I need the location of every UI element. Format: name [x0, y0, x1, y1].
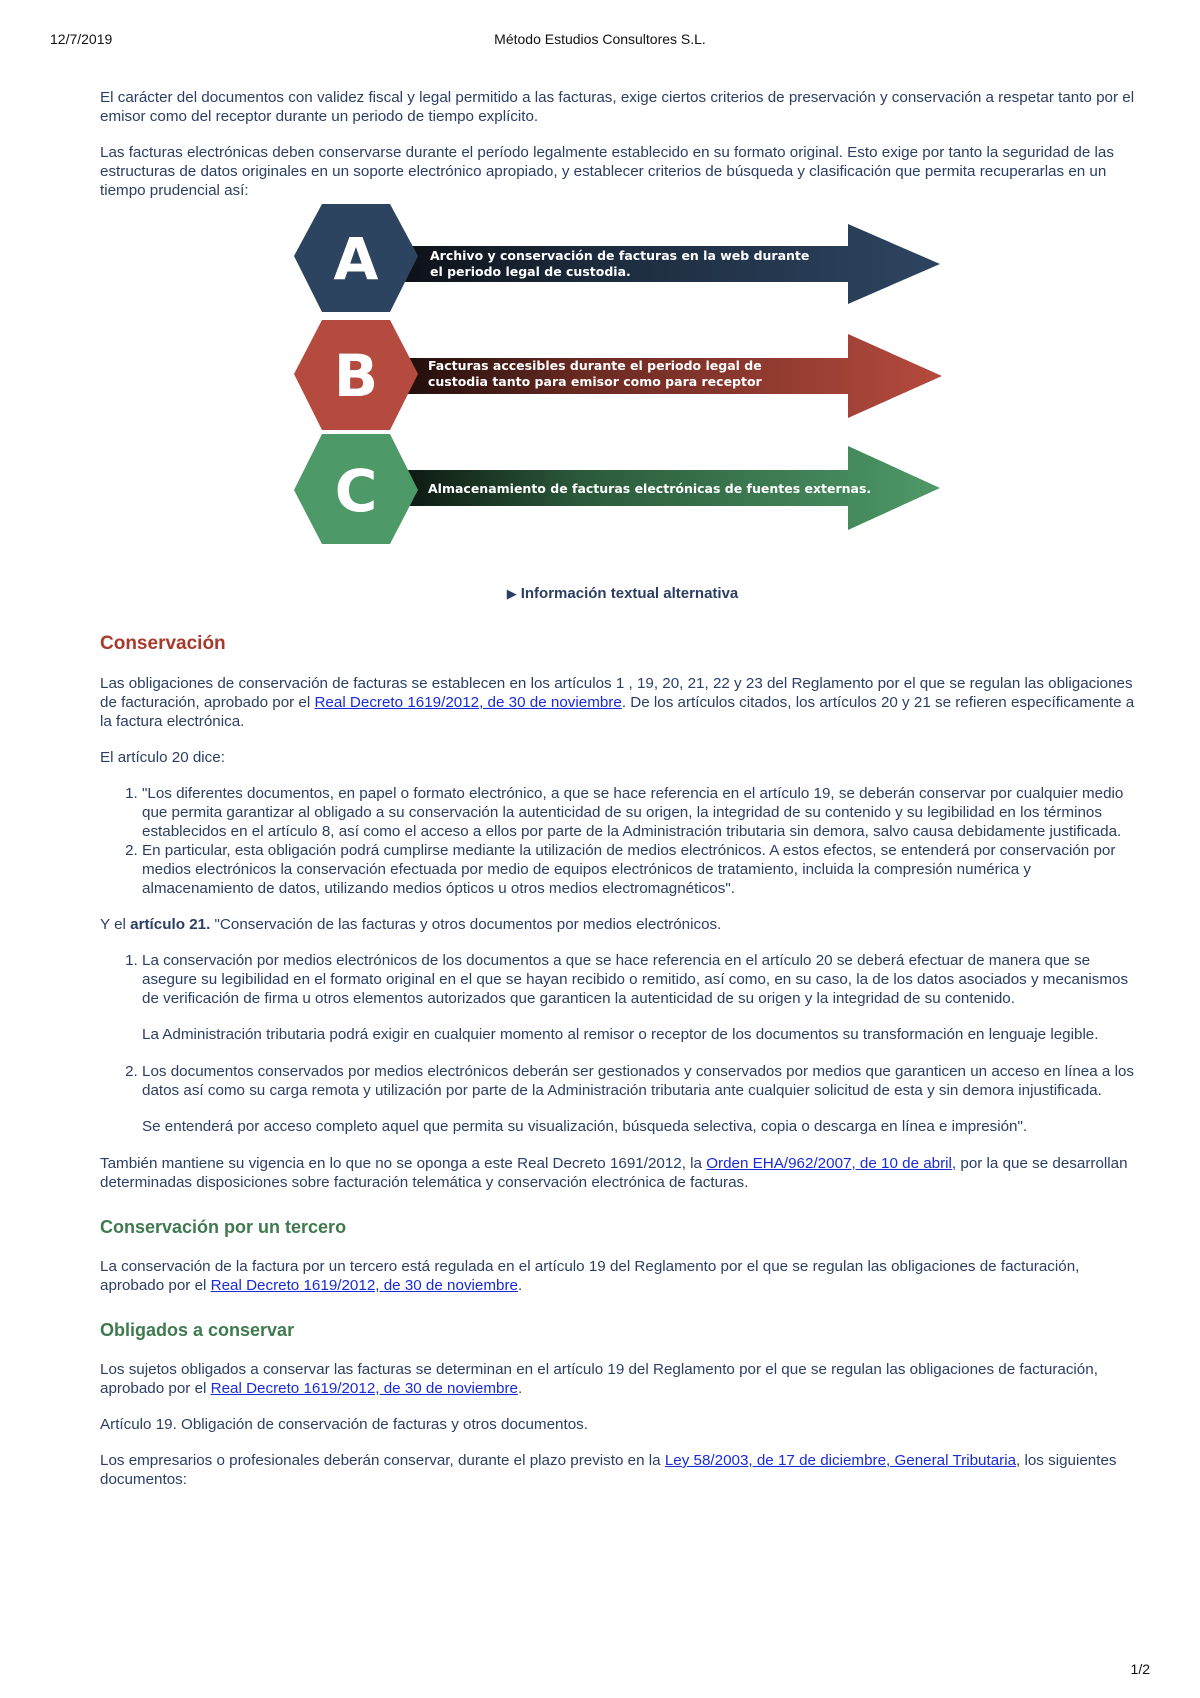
tercero-paragraph: La conservación de la factura por un tercero está regulada en el artículo 19 del Reglamento por el que se regulan las obligaciones de facturación, aprobado por el Real Decreto 1619/2012, de 30 de noviembre. [100, 1258, 1080, 1294]
art21-list [100, 951, 1145, 1136]
alt-text-toggle[interactable] [100, 584, 1145, 603]
link-orden-eha[interactable]: Orden EHA/962/2007, de 10 de abril, [706, 1155, 957, 1172]
infographic-item-b [294, 320, 942, 430]
art20-list [100, 784, 1145, 898]
link-real-decreto-3[interactable]: Real Decreto 1619/2012, de 30 de noviembre [210, 1380, 518, 1397]
art20-item-1: 1. "Los diferentes documentos, en papel o formato electrónico, a que se hace referencia en el artículo 19, se deberán conservar por cualquier medio que permita garantizar al obligado a su conservación la autenticidad de su origen, la integridad de su contenido y su legibilidad en los términos establecidos en el artículo 8, así como el acceso a ellos por parte de la Administración tributaria sin demora, salvo causa debidamente justificada. [142, 784, 1145, 841]
heading-tercero: Conservación por un tercero [100, 1217, 347, 1237]
conservacion-paragraph-1: Las obligaciones de conservación de facturas se establecen en los artículos 1 , 19, 20, 21, 22 y 23 del Reglamento por el que se regulan las obligaciones de facturación, aprobado por el Real Decreto 1619/2012, de 30 de noviembre. De los artículos citados, los artículos 20 y 21 se refieren específicamente a la factura electrónica. [100, 675, 1135, 730]
art20-intro: El artículo 20 dice: [100, 749, 225, 766]
vigencia-paragraph: También mantiene su vigencia en lo que no se oponga a este Real Decreto 1691/2012, la Orden EHA/962/2007, de 10 de abril, por la que se desarrollan determinadas disposiciones sobre facturación telemática y conservación electrónica de facturas. [100, 1155, 1128, 1191]
infographic-item-a [294, 204, 940, 312]
infographic-item-c [294, 434, 940, 544]
intro-paragraph-2: Las facturas electrónicas deben conservarse durante el período legalmente establecido en su formato original. Esto exige por tanto la seguridad de las estructuras de datos originales en un soporte electrónico apropiado, y establecer criterios de búsqueda y clasificación que permita recuperarlas en un tiempo prudencial así: [100, 144, 1114, 199]
disclosure-triangle-icon: ▶ [506, 586, 517, 601]
alt-text-label: Información textual alternativa [520, 585, 739, 602]
obligados-paragraph-2: Artículo 19. Obligación de conservación de facturas y otros documentos. [100, 1416, 588, 1433]
art21-item-1: 1. La conservación por medios electrónicos de los documentos a que se hace referencia en el artículo 20 se deberá efectuar de manera que se asegure su legibilidad en el formato original en el que se hayan recibido o remitido, así como, en su caso, la de los datos asociados y mecanismos de verificación de firma u otros elementos autorizados que garanticen la autenticidad de su origen y la integridad de su contenido. La Administración tributaria podrá exigir en cualquier momento al remisor o receptor de los documentos su transformación en lenguaje legible. [142, 951, 1145, 1044]
link-real-decreto-2[interactable]: Real Decreto 1619/2012, de 30 de noviembre [210, 1277, 518, 1294]
item-a-line-1: Archivo y conservación de facturas en la web durante [430, 248, 810, 263]
item-a-line-2: el periodo legal de custodia. [430, 264, 631, 279]
obligados-paragraph-1: Los sujetos obligados a conservar las facturas se determinan en el artículo 19 del Reglamento por el que se regulan las obligaciones de facturación, aprobado por el Real Decreto 1619/2012, de 30 de noviembre. [100, 1361, 1098, 1397]
infographic-graphic [100, 204, 1145, 582]
art21-item-2-sub: Se entenderá por acceso completo aquel que permita su visualización, búsqueda selectiva, copia o descarga en línea e impresión". [142, 1118, 1028, 1135]
item-c-line-1: Almacenamiento de facturas electrónicas de fuentes externas. [428, 481, 872, 496]
infographic [100, 204, 1145, 602]
link-ley-58-2003[interactable]: Ley 58/2003, de 17 de diciembre, General Tributaria [664, 1452, 1017, 1469]
header-date: 12/7/2019 [50, 31, 113, 47]
letter-c: C [334, 457, 378, 525]
document-body [100, 88, 1145, 1506]
intro-paragraph-1: El carácter del documentos con validez fiscal y legal permitido a las facturas, exige ciertos criterios de preservación y conservación a respetar tanto por el emisor como del receptor durante un periodo de tiempo explícito. [100, 89, 1135, 125]
header-title: Método Estudios Consultores S.L. [494, 31, 706, 47]
page-number: 1/2 [1130, 1661, 1150, 1677]
heading-conservacion: Conservación [100, 633, 226, 654]
art21-item-2: 2. Los documentos conservados por medios electrónicos deberán ser gestionados y conservados por medios que garanticen un acceso en línea a los datos así como su carga remota y utilización por parte de la Administración tributaria ante cualquier solicitud de esta y sin demora injustificada. Se entenderá por acceso completo aquel que permita su visualización, búsqueda selectiva, copia o descarga en línea e impresión". [142, 1062, 1145, 1136]
item-b-line-1: Facturas accesibles durante el periodo legal de [428, 358, 762, 373]
art20-item-2: 2. En particular, esta obligación podrá cumplirse mediante la utilización de medios electrónicos. A estos efectos, se entenderá por conservación por medios electrónicos la conservación efectuada por medio de equipos electrónicos de tratamiento, incluida la compresión numérica y almacenamiento de datos, utilizando medios ópticos u otros medios electromagnéticos". [142, 841, 1145, 898]
letter-a: A [333, 225, 379, 293]
obligados-paragraph-3: Los empresarios o profesionales deberán conservar, durante el plazo previsto en la Ley 58/2003, de 17 de diciembre, General Tributaria, los siguientes documentos: [100, 1452, 1117, 1488]
art21-intro: Y el artículo 21. "Conservación de las facturas y otros documentos por medios electrónicos. [100, 916, 722, 933]
letter-b: B [333, 342, 379, 410]
heading-obligados: Obligados a conservar [100, 1320, 295, 1340]
link-real-decreto-1[interactable]: Real Decreto 1619/2012, de 30 de noviembre [314, 694, 622, 711]
art21-item-1-sub: La Administración tributaria podrá exigir en cualquier momento al remisor o receptor de los documentos su transformación en lenguaje legible. [142, 1026, 1099, 1043]
item-b-line-2: custodia tanto para emisor como para receptor [428, 374, 762, 389]
